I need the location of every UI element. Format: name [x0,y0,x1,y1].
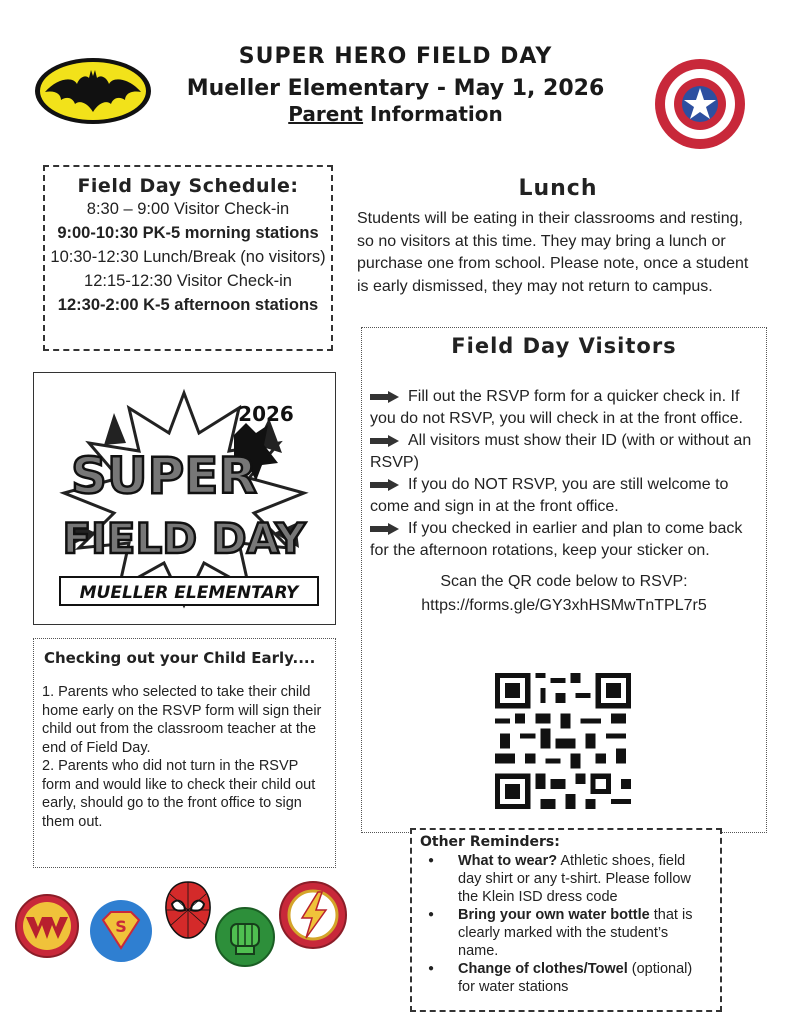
qr-code-icon[interactable] [490,668,636,814]
schedule-item: 12:15-12:30 Visitor Check-in [84,272,292,290]
reminders-box [410,828,722,1012]
flash-logo-icon [278,880,348,950]
subtitle-parent: Parent [288,102,364,126]
rsvp-link[interactable]: https://forms.gle/GY3xhHSMwTnTPL7r5 [421,597,707,614]
scan-instruction: Scan the QR code below to RSVP: [440,573,688,590]
lunch-text: Students will be eating in their classrooms and resting, so no visitors at this time. They may bring a lunch or purchase one from school. Please note, once a student is early dismissed, they may not return to campus. [357,210,749,295]
logo-super: SUPER [71,447,257,505]
page-title: SUPER HERO FIELD DAY [238,44,553,69]
super-field-day-logo [33,372,336,625]
field-day-graphic-icon [34,373,335,624]
svg-text:S: S [115,917,127,936]
visitor-item: All visitors must show their ID (with or without an RSVP) [370,432,752,471]
arrow-right-icon [370,523,400,535]
schedule-item: 8:30 – 9:00 Visitor Check-in [86,200,290,218]
logo-field-day: FIELD DAY [62,514,306,563]
lunch-title: Lunch [518,176,598,201]
visitor-item: If you do NOT RSVP, you are still welcome to come and sign in at the front office. [370,476,729,515]
schedule-title: Field Day Schedule: [77,175,299,197]
batman-logo-icon [33,56,153,126]
checkout-paragraph-2: 2. Parents who did not turn in the RSVP form and would like to check their child out early, should go to the front office to sign them out. [42,758,316,830]
schedule-item: 12:30-2:00 K-5 afternoon stations [57,296,319,314]
reminder-item: ● Bring your own water bottle that is clearly marked with the student’s name. [420,906,712,960]
reminder-item: ● Change of clothes/Towel (optional) for water stations [420,960,712,996]
logo-year: 2026 [238,402,294,426]
school-date: Mueller Elementary - May 1, 2026 [186,76,605,101]
arrow-right-icon [370,435,400,447]
schedule-item: 9:00-10:30 PK-5 morning stations [57,224,319,242]
hulk-fist-icon [214,906,276,968]
arrow-right-icon [370,391,400,403]
wonder-woman-logo-icon [12,893,82,959]
reminders-title: Other Reminders: [420,834,560,850]
captain-america-shield-icon [654,58,746,150]
visitors-title: Field Day Visitors [451,334,677,358]
spiderman-mask-icon [162,880,214,940]
arrow-right-icon [370,479,400,491]
visitors-box [361,327,767,833]
checkout-paragraph-1: 1. Parents who selected to take their child home early on the RSVP form will sign their child out from the classroom teacher at the end of Field Day. [42,684,322,756]
visitor-item: Fill out the RSVP form for a quicker check in. If you do not RSVP, you will check in at the front office. [370,388,743,427]
checkout-title: Checking out your Child Early.... [44,649,316,667]
subtitle-information: Information [370,102,503,126]
schedule-box [43,165,333,351]
superman-logo-icon [88,898,154,964]
schedule-item: 10:30-12:30 Lunch/Break (no visitors) [50,248,326,266]
reminder-item: ● What to wear? Athletic shoes, field day shirt or any t-shirt. Please follow the Klein ISD dress code [420,852,712,906]
checkout-box [33,638,336,868]
visitor-item: If you checked in earlier and plan to come back for the afternoon rotations, keep your sticker on. [370,520,743,559]
logo-banner: MUELLER ELEMENTARY [79,583,299,603]
